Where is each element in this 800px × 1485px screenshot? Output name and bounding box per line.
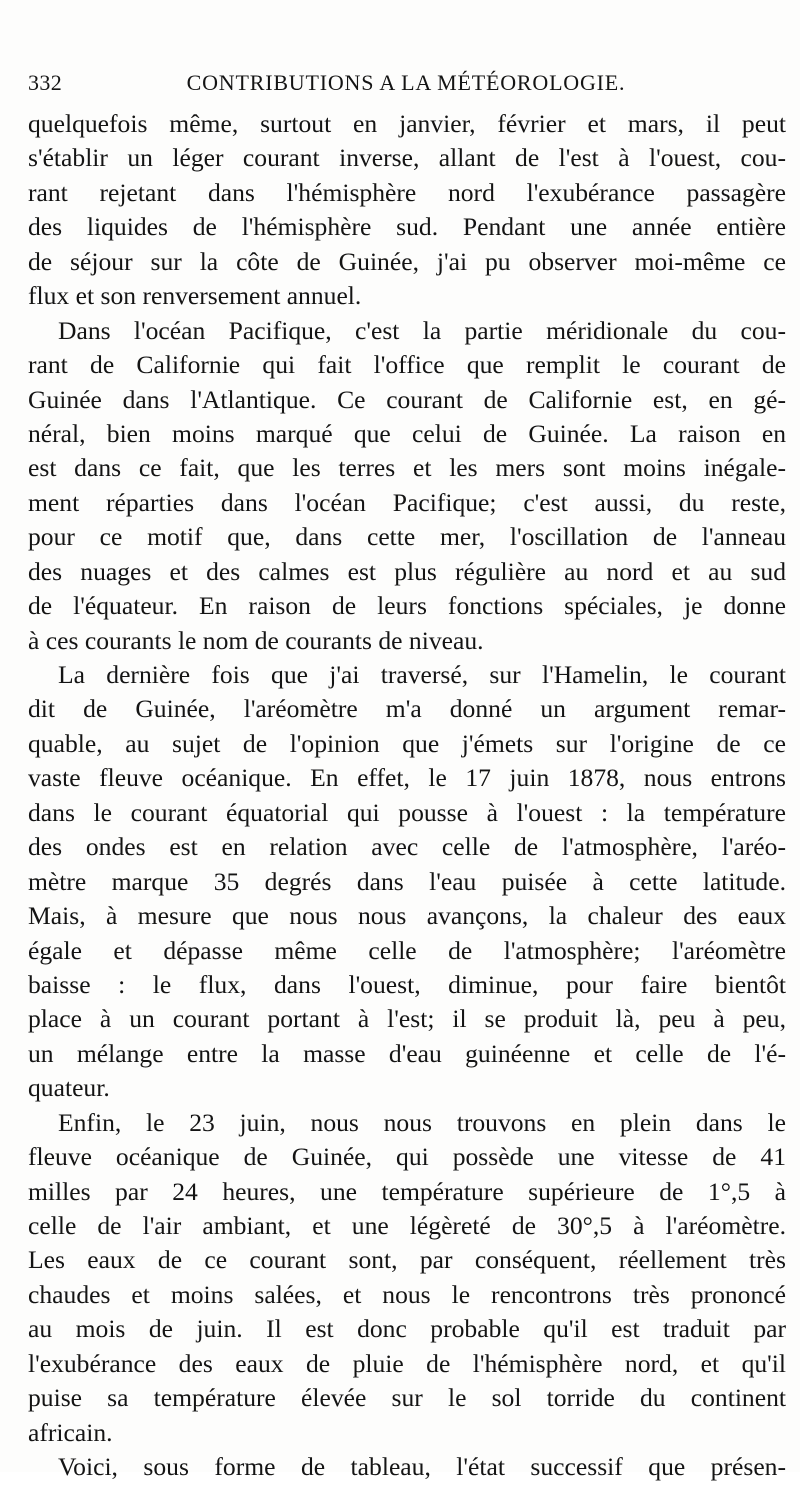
- text-line: La dernière fois que j'ai traversé, sur l'Hamelin, le courant: [58, 660, 786, 689]
- text-line: s'établir un léger courant inverse, allant de l'est à l'ouest, cou-: [28, 143, 786, 173]
- text-line: Les eaux de ce courant sont, par conséquent, réellement très: [28, 1245, 786, 1275]
- text-line: Enfin, le 23 juin, nous nous trouvons en plein dans le: [58, 1107, 786, 1137]
- text-line: est dans ce fait, que les terres et les mers sont moins inégale-: [28, 453, 786, 483]
- text-line: africain.: [28, 1417, 113, 1447]
- text-line: des liquides de l'hémisphère sud. Pendant une année entière: [28, 212, 786, 242]
- page-header: [28, 70, 784, 104]
- text-line: des nuages et des calmes est plus régulière au nord et au sud: [28, 556, 786, 586]
- text-line: vaste fleuve océanique. En effet, le 17 juin 1878, nous entrons: [28, 763, 786, 793]
- body-text: [28, 107, 786, 1485]
- text-line: mètre marque 35 degrés dans l'eau puisée à cette latitude.: [28, 866, 786, 896]
- text-line: l'exubérance des eaux de pluie de l'hémisphère nord, et qu'il: [28, 1348, 786, 1378]
- text-line: flux et son renversement annuel.: [28, 281, 362, 311]
- text-line: à ces courants le nom de courants de niveau.: [28, 625, 484, 655]
- text-line: milles par 24 heures, une température supérieure de 1°,5 à: [28, 1176, 786, 1206]
- text-line: quelquefois même, surtout en janvier, février et mars, il peut: [28, 109, 786, 138]
- text-line: celle de l'air ambiant, et une légèreté de 30°,5 à l'aréomètre.: [28, 1211, 786, 1240]
- text-line: quable, au sujet de l'opinion que j'émets sur l'origine de ce: [28, 728, 786, 758]
- text-line: fleuve océanique de Guinée, qui possède une vitesse de 41: [28, 1142, 786, 1172]
- text-line: place à un courant portant à l'est; il se produit là, peu à peu,: [28, 1004, 786, 1034]
- text-line: quateur.: [28, 1073, 110, 1103]
- text-line: pour ce motif que, dans cette mer, l'oscillation de l'anneau: [28, 522, 786, 552]
- text-line: chaudes et moins salées, et nous le rencontrons très prononcé: [28, 1279, 786, 1309]
- text-line: de l'équateur. En raison de leurs fonctions spéciales, je donne: [28, 591, 786, 621]
- text-line: Voici, sous forme de tableau, l'état successif que présen-: [58, 1452, 786, 1482]
- text-line: Mais, à mesure que nous nous avançons, la chaleur des eaux: [28, 901, 786, 931]
- text-line: rant de Californie qui fait l'office que remplit le courant de: [28, 350, 786, 380]
- text-line: des ondes est en relation avec celle de l'atmosphère, l'aréo-: [28, 832, 786, 862]
- running-title: CONTRIBUTIONS A LA MÉTÉOROLOGIE.: [186, 70, 626, 95]
- text-line: dit de Guinée, l'aréomètre m'a donné un argument remar-: [28, 694, 786, 724]
- text-line: ment réparties dans l'océan Pacifique; c'est aussi, du reste,: [28, 487, 786, 517]
- text-line: dans le courant équatorial qui pousse à l'ouest : la température: [28, 797, 786, 827]
- text-line: au mois de juin. Il est donc probable qu'il est traduit par: [28, 1314, 786, 1344]
- text-line: Guinée dans l'Atlantique. Ce courant de Californie est, en gé-: [28, 384, 786, 414]
- text-line: baisse : le flux, dans l'ouest, diminue, pour faire bientôt: [28, 969, 786, 999]
- text-line: un mélange entre la masse d'eau guinéenne et celle de l'é-: [28, 1038, 786, 1068]
- text-line: néral, bien moins marqué que celui de Guinée. La raison en: [28, 418, 786, 448]
- page-number: 332: [28, 70, 63, 95]
- text-line: puise sa température élevée sur le sol torride du continent: [28, 1383, 786, 1413]
- text-line: égale et dépasse même celle de l'atmosphère; l'aréomètre: [28, 935, 786, 965]
- text-line: de séjour sur la côte de Guinée, j'ai pu observer moi-même ce: [28, 246, 786, 276]
- text-line: rant rejetant dans l'hémisphère nord l'exubérance passagère: [28, 177, 786, 207]
- text-line: Dans l'océan Pacifique, c'est la partie méridionale du cou-: [58, 315, 786, 345]
